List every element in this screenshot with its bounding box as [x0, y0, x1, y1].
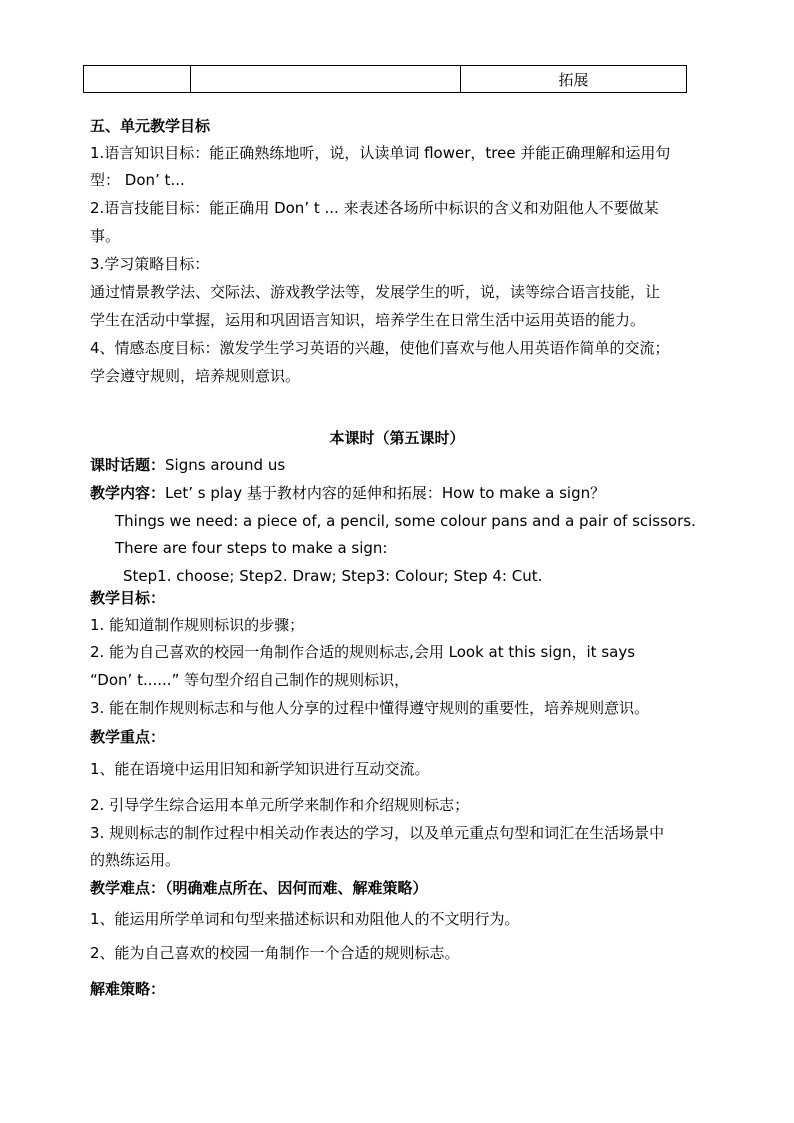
- section5-line: 1.语言知识目标：能正确熟练地听，说，认读单词 flower，tree 并能正确理解和运用句: [90, 144, 671, 162]
- key-point-item: 2. 引导学生综合运用本单元所学来制作和介绍规则标志；: [90, 796, 470, 814]
- table-cell-1: [84, 66, 191, 93]
- content-line-2: Things we need: a piece of, a pencil, some colour pans and a pair of scissors.: [115, 512, 696, 530]
- section5-line: 型： Don’ t...: [90, 171, 185, 189]
- topic-value: Signs around us: [165, 456, 286, 474]
- section5-heading: 五、单元教学目标: [90, 117, 211, 135]
- goals-heading: 教学目标：: [90, 589, 166, 607]
- section5-line: 4、情感态度目标：激发学生学习英语的兴趣，使他们喜欢与他人用英语作简单的交流；: [90, 339, 670, 357]
- section5-line: 2.语言技能目标：能正确用 Don’ t ... 来表述各场所中标识的含义和劝阻他人不要做某: [90, 199, 659, 217]
- table-cell-2: [191, 66, 461, 93]
- topic-line: [90, 455, 285, 475]
- goal-item: 3. 能在制作规则标志和与他人分享的过程中懂得遵守规则的重要性，培养规则意识。: [90, 699, 650, 717]
- key-points-heading: 教学重点：: [90, 728, 166, 746]
- section5-line: 通过情景教学法、交际法、游戏教学法等，发展学生的听，说，读等综合语言技能，让: [90, 283, 661, 301]
- table-cell-3: 拓展: [461, 66, 687, 93]
- key-point-item: 的熟练运用。: [90, 851, 181, 869]
- section5-line: 事。: [90, 227, 121, 245]
- difficulty-item: 1、能运用所学单词和句型来描述标识和劝阻他人的不文明行为。: [90, 910, 520, 928]
- section5-line: 3.学习策略目标：: [90, 255, 210, 273]
- lesson-title: 本课时（第五课时）: [329, 429, 465, 447]
- table-row: [84, 66, 687, 93]
- section5-line: 学生在活动中掌握，运用和巩固语言知识，培养学生在日常生活中运用英语的能力。: [90, 311, 646, 329]
- difficulty-heading: 教学难点：（明确难点所在、因何而难、解难策略）: [90, 879, 428, 897]
- goal-item: “Don’ t......” 等句型介绍自己制作的规则标识，: [90, 671, 410, 689]
- content-label: 教学内容：: [90, 484, 166, 502]
- strategy-heading: 解难策略：: [90, 980, 166, 998]
- top-table: [83, 65, 687, 93]
- key-point-item: 3. 规则标志的制作过程中相关动作表达的学习，以及单元重点句型和词汇在生活场景中: [90, 824, 665, 842]
- goal-item: 2. 能为自己喜欢的校园一角制作合适的规则标志,会用 Look at this sign，it says: [90, 643, 636, 661]
- goal-item: 1. 能知道制作规则标识的步骤；: [90, 616, 305, 634]
- section5-line: 学会遵守规则，培养规则意识。: [90, 367, 301, 385]
- difficulty-item: 2、能为自己喜欢的校园一角制作一个合适的规则标志。: [90, 944, 460, 962]
- content-line-3: There are four steps to make a sign:: [115, 539, 388, 557]
- content-steps: Step1. choose; Step2. Draw; Step3: Colour; Step 4: Cut.: [123, 567, 543, 585]
- content-value: Let’ s play 基于教材内容的延伸和拓展：How to make a sign？: [165, 484, 606, 502]
- key-point-item: 1、能在语境中运用旧知和新学知识进行互动交流。: [90, 760, 430, 778]
- topic-label: 课时话题：: [90, 456, 166, 474]
- content-line: [90, 483, 605, 503]
